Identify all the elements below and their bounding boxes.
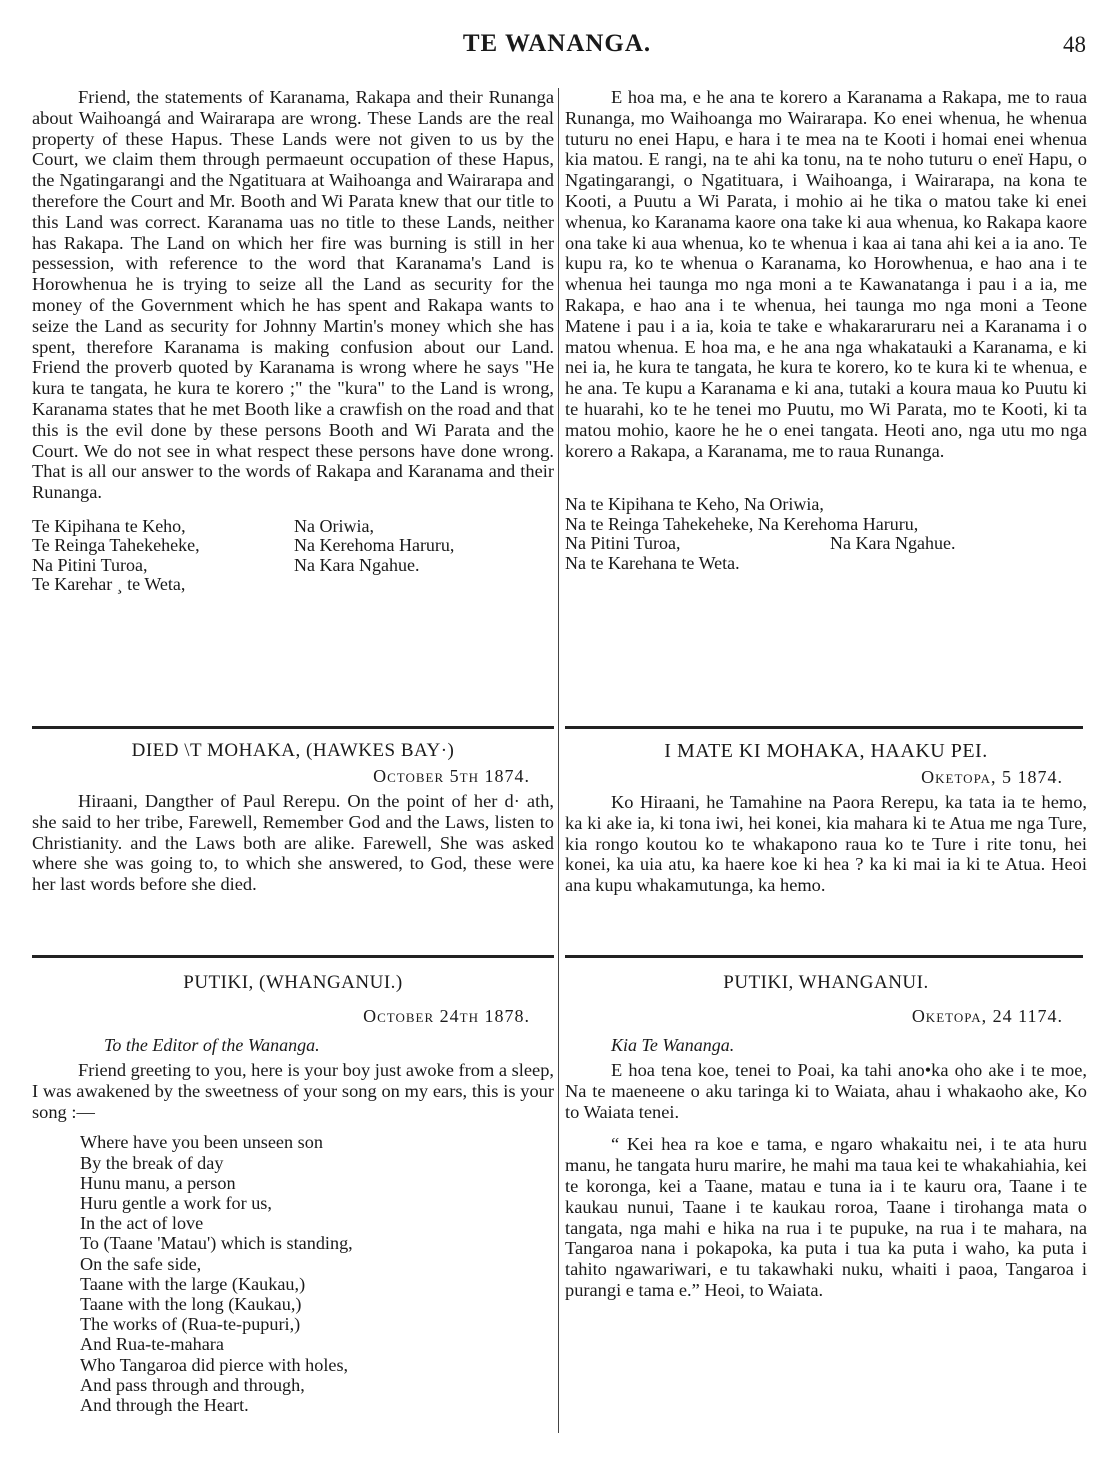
article3-english-poem — [80, 1132, 554, 1415]
article2-english-body: Hiraani, Dangther of Paul Rerepu. On the point of her d· ath, she said to her tribe, Farewell, Remember God and the Laws, listen to Christianity. and the Laws both are alike. Farewell, She was asked where she was going to, to which she answered, to God, these were her last words before she died. — [32, 791, 554, 895]
article3-english-salutation: To the Editor of the Wananga. — [104, 1035, 320, 1055]
signature: Te Karehar ¸ te Weta, — [32, 574, 186, 595]
page-number: 48 — [1063, 32, 1086, 57]
article3-maori-intro: E hoa tena koe, tenei to Poai, ka tahi ano•ka oho ake i te moe, Na te maeneene o aku taringa ki to Waiata, ahau i whakaoho ake, Ko to Waiata tenei. — [565, 1060, 1087, 1122]
poem-line: And pass through and through, — [80, 1374, 305, 1395]
section-rule — [565, 955, 1083, 958]
article1-maori — [565, 87, 1087, 573]
signature: Na Kara Ngahue. — [830, 533, 956, 554]
poem-line: Who Tangaroa did pierce with holes, — [80, 1354, 349, 1375]
signature — [294, 575, 554, 595]
signature: Na te Kipihana te Keho, — [565, 494, 740, 515]
article3-maori — [565, 972, 1087, 1301]
signature: Na Kara Ngahue. — [294, 554, 420, 575]
article1-signatures-english — [32, 517, 554, 595]
article3-english — [32, 972, 554, 1415]
article2-maori-body: Ko Hiraani, he Tamahine na Paora Rerepu, ka tata ia te hemo, ka ki ake ia, ki tona iwi, hei konei, kia mahara ki te Atua me nga Ture, kia rongo koutou ko te whakapono raua ko te Ture i rite tonu, hei konei, ka uia atu, ka haere koe ki hea ? ka ki mai ia ki te Atua. Heoi ana kupu whakamutunga, ka hemo. — [565, 792, 1087, 896]
newspaper-title: TE WANANGA. — [462, 30, 652, 57]
poem-line: Where have you been unseen son — [80, 1132, 323, 1153]
poem-line: Huru gentle a work for us, — [80, 1193, 272, 1213]
poem-line: To (Taane 'Matau') which is standing, — [80, 1233, 353, 1254]
article3-maori-poem: “ Kei hea ra koe e tama, e ngaro whakaitu nei, i te ata huru manu, he tangata huru marire, he mahi ma taua kei te whakahiahia, kei te koronga, kei a Taane, matau e tuna ia i te kauru ora, Taane i te kaukau nunui, Taane i te kaukau roroa, Taane i tirohanga mata o tangata, nga mahi e hika na rua i te pupuke, na rua i te mahara, na Tangaroa nana i pokapoka, ka puta i tua ka puta i waho, ka puta i tahito ngawariwari, e tu takawhaki nuku, whaiti i paoa, Tangaroa i purangi e tama e.” Heoi, to Waiata. — [565, 1134, 1087, 1300]
signature: Te Reinga Tahekeheke, — [32, 535, 200, 556]
article1-english-body: Friend, the statements of Karanama, Rakapa and their Runanga about Waihoangá and Wairarapa are wrong. These Lands are the real property of these Hapus. These Lands were not given to us by the Court, we claim them through permaeunt occupation of these Hapus, the Ngatingarangi and the Ngatituara at Waihoanga and Wairarapa and therefore the Court and Mr. Booth and Wi Parata knew that our title to this Land was correct. Karanama uas no title to these Lands, neither has Rakapa. The Land on which her fire was burning is still in her pessession, with reference to the word that Karanama's Land is Horowhenua he is trying to seize all the Land as security for the money of the Government which he has spent and Rakapa wants to seize the Land as security for Johnny Martin's money which she has spent, therefore Karanama is making confusion about our Land. Friend the proverb quoted by Karanama is wrong where he says "He kura te tangata, he kura te korero ;" the "kura" to the Land is wrong, Karanama states that he met Booth like a crawfish on the road and that this is the evil done by these persons Booth and Wi Parata and the Court. We do not see in what respect these persons have done wrong. That is all our answer to the words of Rakapa and Karanama and their Runanga. — [32, 87, 554, 503]
article3-english-date: October 24th 1878. — [363, 1006, 530, 1026]
signature: Na Pitini Turoa, — [32, 554, 148, 575]
section-rule — [32, 726, 554, 729]
poem-line: Hunu manu, a person — [80, 1172, 236, 1193]
poem-line: In the act of love — [80, 1213, 204, 1234]
article1-signatures-maori — [565, 495, 1087, 573]
article1-english — [32, 87, 554, 595]
signature: Na Kerehoma Haruru, — [294, 535, 455, 556]
poem-line: And through the Heart. — [80, 1395, 249, 1416]
page-header — [0, 30, 1114, 70]
signature: Na Oriwia, — [294, 515, 374, 536]
poem-line: On the safe side, — [80, 1253, 202, 1274]
signature: Te Kipihana te Keho, — [32, 515, 186, 536]
article2-maori — [565, 740, 1087, 896]
article3-english-intro: Friend greeting to you, here is your boy just awoke from a sleep, I was awakened by the sweetness of your song on my ears, this is your song :— — [32, 1060, 555, 1122]
signature: Na Pitini Turoa, — [565, 533, 681, 554]
article2-english — [32, 740, 554, 895]
signature: Na Oriwia, — [743, 494, 824, 515]
article3-maori-date: Oketopa, 24 1174. — [911, 1006, 1063, 1026]
article3-maori-salutation: Kia Te Wananga. — [611, 1035, 735, 1055]
section-rule — [32, 955, 554, 958]
poem-line: By the break of day — [80, 1152, 224, 1173]
column-divider — [558, 88, 559, 1433]
poem-line: The works of (Rua-te-pupuri,) — [80, 1314, 301, 1335]
article2-maori-heading: I MATE KI MOHAKA, HAAKU PEI. — [664, 740, 988, 762]
poem-line: Taane with the large (Kaukau,) — [80, 1273, 306, 1294]
article3-maori-heading: PUTIKI, WHANGANUI. — [723, 972, 929, 993]
poem-line: Taane with the long (Kaukau,) — [80, 1294, 302, 1315]
poem-line: And Rua-te-mahara — [80, 1334, 224, 1355]
article2-english-date: October 5th 1874. — [373, 766, 530, 786]
signature: Na te Reinga Tahekeheke, — [565, 513, 754, 534]
signature: Na te Karehana te Weta. — [565, 552, 740, 573]
section-rule — [565, 726, 1083, 729]
article2-maori-date: Oketopa, 5 1874. — [921, 767, 1063, 787]
article2-english-heading: DIED \T MOHAKA, (HAWKES BAY·) — [131, 740, 455, 761]
signature: Na Kerehoma Haruru, — [757, 513, 919, 534]
article3-english-heading: PUTIKI, (WHANGANUI.) — [183, 972, 403, 993]
article1-maori-body: E hoa ma, e he ana te korero a Karanama a Rakapa, me to raua Runanga, mo Waihoanga mo Wairarapa. Ko enei whenua, he whenua tuturu no enei Hapu, e hara i te mea na te Kooti i homai enei whenua kia matou. E rangi, na te ahi ka tonu, na te noho tuturu o eneï Hapu, o Ngatingarangi, o Ngatituara, i Waihoanga, i Wairarapa, na kona te Kooti, a Puutu a Wi Parata, i mohio ai he tika o matou take ki enei whenua, ko Karanama kaore ona take ki aua whenua, ko Rakapa kaore ona take ki aua whenua, ko te whenua i kaa ai tana ahi kei a ia ano. Te kupu ra, ko te whenua o Karanama, ko Horowhenua, e hao ana i te whenua hei taunga mo nga moni a te Kawanatanga i pau i a ia, me Rakapa, e hao ana i te whenua, hei taunga mo nga moni a Teone Matene i pau i a ia, koia te take e whakararuraru nei a Karanama i o matou whenua. E hoa ma, e he ana nga whakatauki a Karanama, e ki nei ia, he kura te tangata, he kura te korero, ko te kura ki te whenua, e he ana. Te kupu a Karanama e ki ana, tutaki a koura maua ko Puutu ki te huarahi, ko te he tenei mo Puutu, mo Wi Parata, mo te Kooti, ki ta matou mohio, kaore he he o enei tangata. Heoti ano, nga utu mo nga korero a Rakapa, a Karanama, me to raua Runanga. — [565, 87, 1087, 461]
